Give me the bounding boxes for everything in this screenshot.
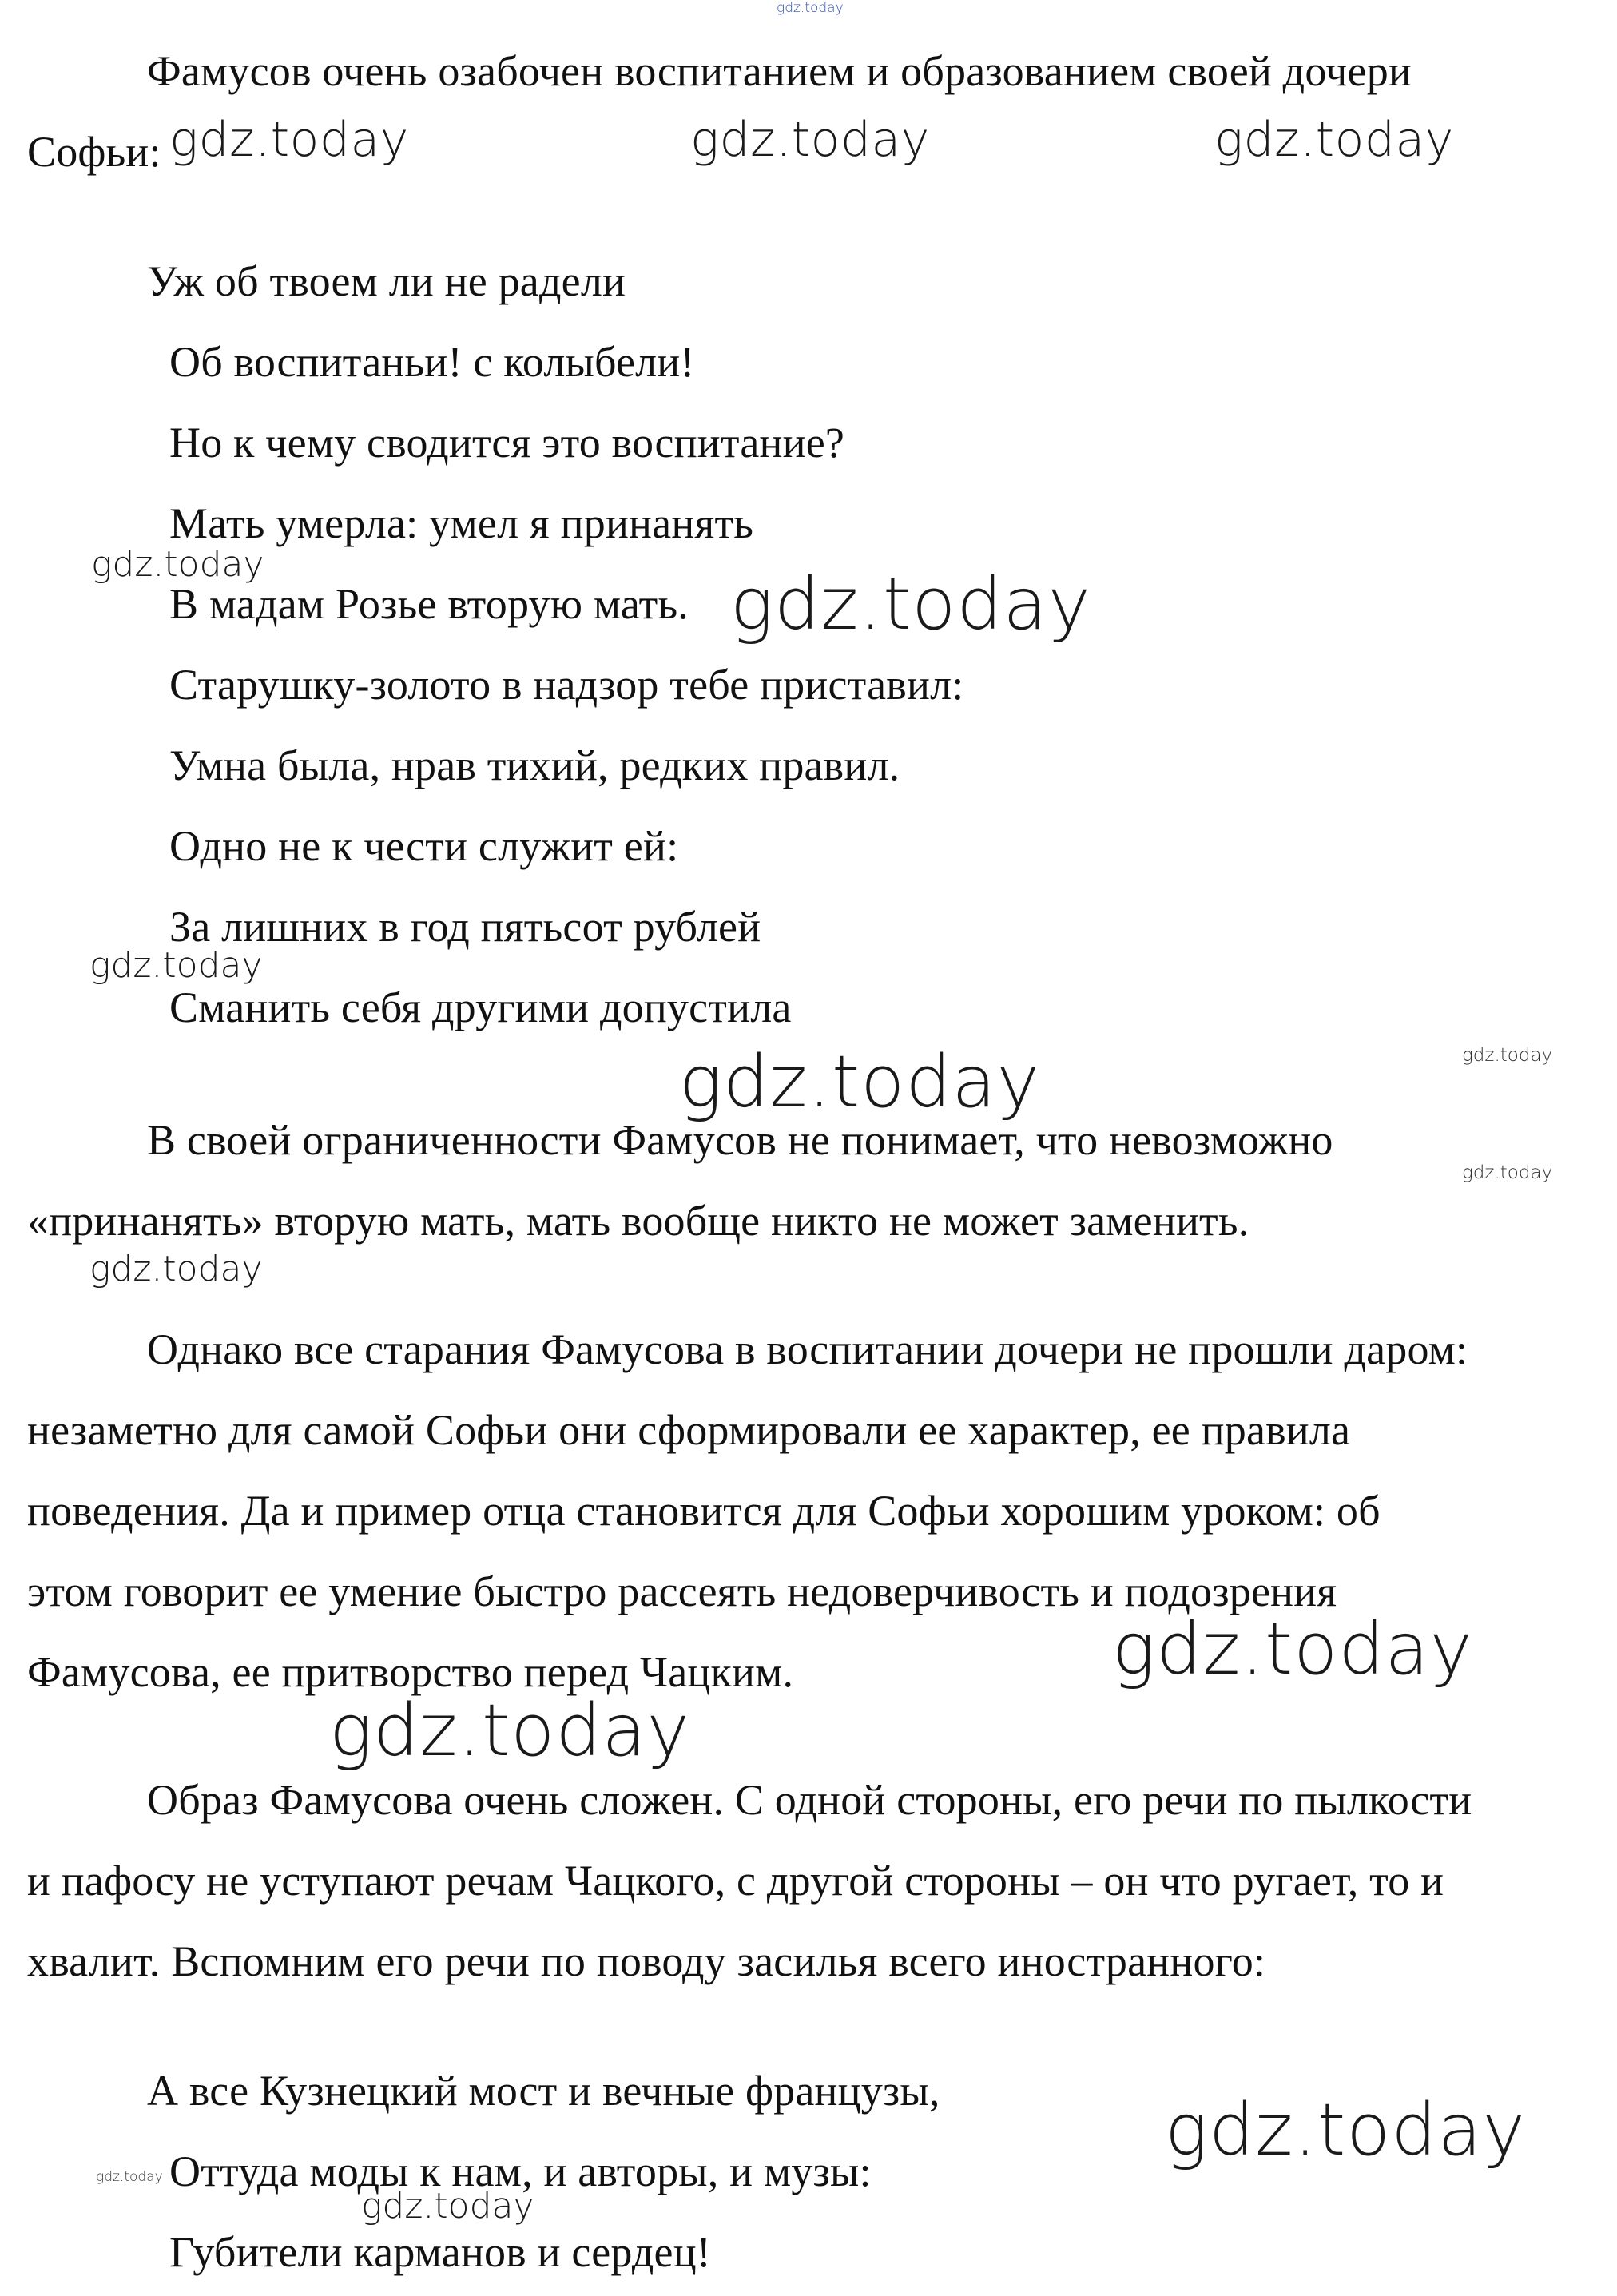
poem-line: В мадам Розье вторую мать. — [169, 580, 689, 628]
poem-line: Сманить себя другими допустила — [169, 983, 792, 1031]
watermark: gdz.today — [679, 1040, 1040, 1124]
watermark-top: gdz.today — [777, 0, 844, 16]
poem-line: Об воспитаньи! с колыбели! — [169, 338, 695, 386]
poem-line: Но к чему сводится это воспитание? — [169, 419, 845, 467]
paragraph-3-line: поведения. Да и пример отца становится для Софьи хорошим уроком: об — [27, 1487, 1381, 1535]
watermark: gdz.today — [89, 945, 263, 986]
paragraph-4-line: Образ Фамусова очень сложен. С одной стороны, его речи по пылкости — [147, 1776, 1472, 1824]
poem-line: Старушку-золото в надзор тебе приставил: — [169, 661, 964, 709]
watermark: gdz.today — [690, 112, 930, 168]
paragraph-4-line: и пафосу не уступают речам Чацкого, с другой стороны – он что ругает, то и — [27, 1857, 1444, 1905]
poem-line: А все Кузнецкий мост и вечные французы, — [147, 2067, 940, 2115]
paragraph-3-line: незаметно для самой Софьи они сформировали ее характер, ее правила — [27, 1406, 1351, 1454]
poem-line: Одно не к чести служит ей: — [169, 822, 679, 870]
watermark: gdz.today — [361, 2186, 534, 2226]
poem-line: Умна была, нрав тихий, редких правил. — [169, 741, 900, 789]
watermark: gdz.today — [89, 1249, 263, 1289]
watermark: gdz.today — [169, 112, 409, 168]
poem-line: Уж об твоем ли не радели — [147, 257, 626, 305]
paragraph-4-line: хвалит. Вспомним его речи по поводу засилья всего иностранного: — [27, 1937, 1266, 1985]
watermark: gdz.today — [1462, 1162, 1553, 1183]
paragraph-1-line-2: Софьи: — [27, 128, 161, 176]
watermark: gdz.today — [96, 2169, 163, 2185]
paragraph-2-line: В своей ограниченности Фамусов не понимает, что невозможно — [147, 1116, 1333, 1164]
paragraph-3-line: этом говорит ее умение быстро рассеять недоверчивость и подозрения — [27, 1567, 1337, 1615]
watermark: gdz.today — [730, 562, 1091, 646]
paragraph-1-line-1: Фамусов очень озабочен воспитанием и образованием своей дочери — [147, 47, 1412, 95]
poem-line: Мать умерла: умел я принанять — [169, 499, 754, 547]
watermark: gdz.today — [1214, 112, 1454, 168]
watermark: gdz.today — [1462, 1045, 1553, 1066]
watermark: gdz.today — [1165, 2088, 1526, 2172]
paragraph-2-line: «принанять» вторую мать, мать вообще никто не может заменить. — [27, 1197, 1250, 1245]
paragraph-3-line: Фамусова, ее притворство перед Чацким. — [27, 1648, 794, 1696]
watermark: gdz.today — [329, 1689, 690, 1773]
watermark: gdz.today — [91, 544, 264, 585]
watermark: gdz.today — [1112, 1607, 1473, 1691]
poem-line: Оттуда моды к нам, и авторы, и музы: — [169, 2147, 872, 2195]
paragraph-3-line: Однако все старания Фамусова в воспитании дочери не прошли даром: — [147, 1325, 1468, 1373]
poem-line: Губители карманов и сердец! — [169, 2228, 711, 2276]
poem-line: За лишних в год пятьсот рублей — [169, 903, 761, 951]
